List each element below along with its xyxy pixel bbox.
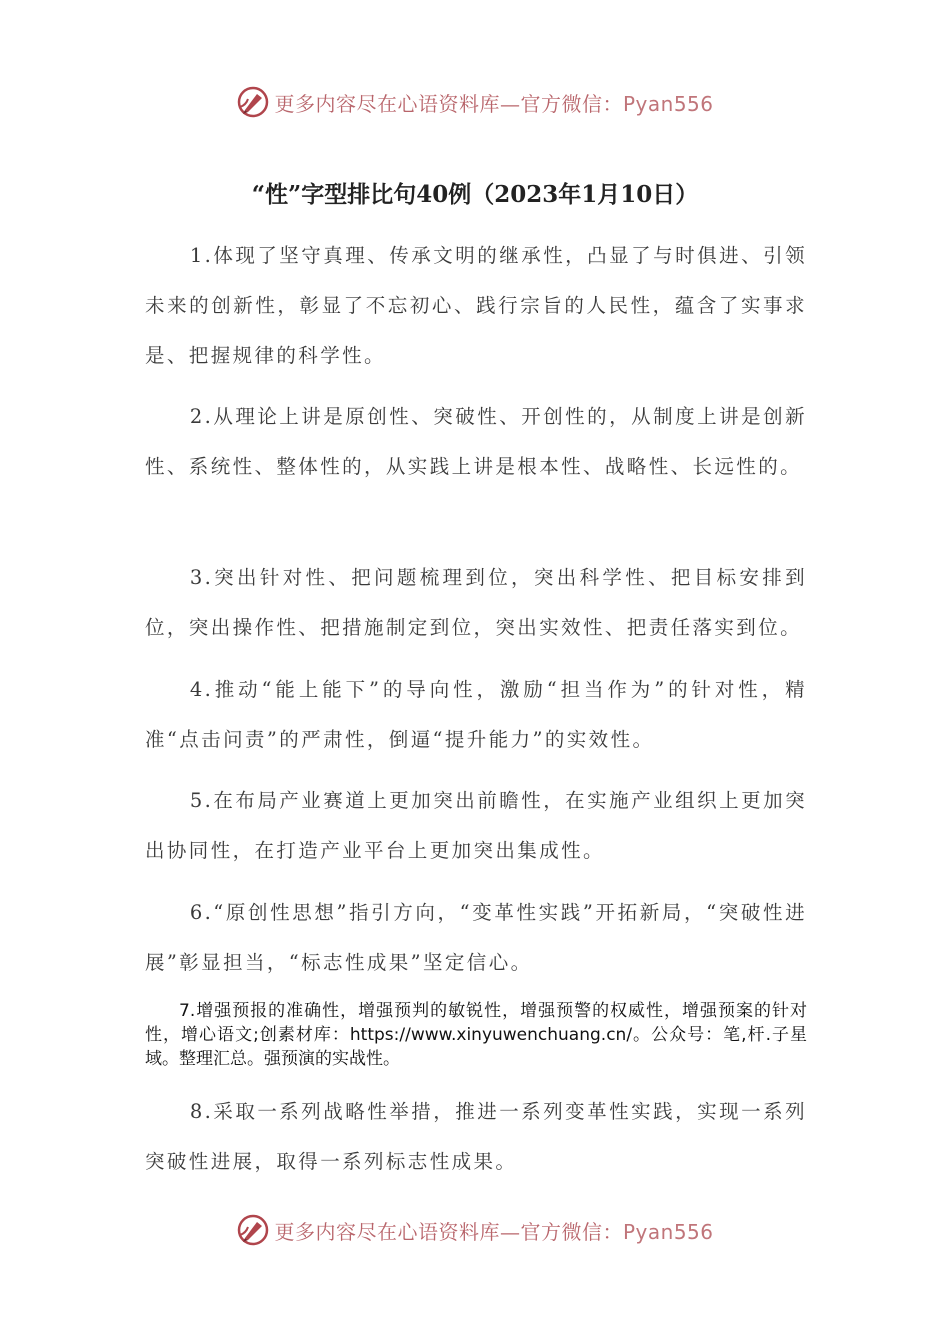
banner-text	[274, 88, 713, 117]
header-banner	[0, 80, 950, 124]
pen-nib-logo-icon	[236, 85, 270, 119]
paragraph-4: 4.推动“能上能下”的导向性，激励“担当作为”的针对性，精准“点击问责”的严肃性，倒逼“提升能力”的实效性。	[145, 678, 807, 751]
paragraph-6: 6.“原创性思想”指引方向，“变革性实践”开拓新局，“突破性进展”彰显担当，“标志性成果”坚定信心。	[145, 901, 807, 974]
paragraph-2: 2.从理论上讲是原创性、突破性、开创性的，从制度上讲是创新性、系统性、整体性的，从实践上讲是根本性、战略性、长远性的。	[145, 405, 807, 478]
banner-text	[274, 1216, 713, 1245]
banner-wechat-id: Pyan556	[622, 1219, 714, 1244]
paragraph-5: 5.在布局产业赛道上更加突出前瞻性，在实施产业组织上更加突出协同性，在打造产业平台上更加突出集成性。	[145, 789, 807, 862]
banner-text-cn: 更多内容尽在心语资料库—官方微信：	[274, 1219, 623, 1244]
banner-wechat-id: Pyan556	[622, 91, 714, 116]
document-title: “性”字型排比句40例（2023年1月10日）	[251, 181, 699, 208]
paragraph-8: 8.采取一系列战略性举措，推进一系列变革性实践，实现一系列突破性进展，取得一系列标志性成果。	[145, 1100, 807, 1173]
paragraph-3: 3.突出针对性、把问题梳理到位，突出科学性、把目标安排到位，突出操作性、把措施制定到位，突出实效性、把责任落实到位。	[145, 566, 807, 639]
paragraph-1: 1.体现了坚守真理、传承文明的继承性，凸显了与时俱进、引领未来的创新性，彰显了不忘初心、践行宗旨的人民性，蕴含了实事求是、把握规律的科学性。	[145, 244, 807, 367]
pen-nib-logo-icon	[236, 1213, 270, 1247]
paragraph-7: 7.增强预报的准确性，增强预判的敏锐性，增强预警的权威性，增强预案的针对性，增心语文;创素材库：https://www.xinyuwenchuang.cn/。公众号：笔,杆.子星域。整理汇总。强预演的实战性。	[145, 1001, 807, 1069]
footer-banner	[0, 1208, 950, 1252]
banner-text-cn: 更多内容尽在心语资料库—官方微信：	[274, 91, 623, 116]
